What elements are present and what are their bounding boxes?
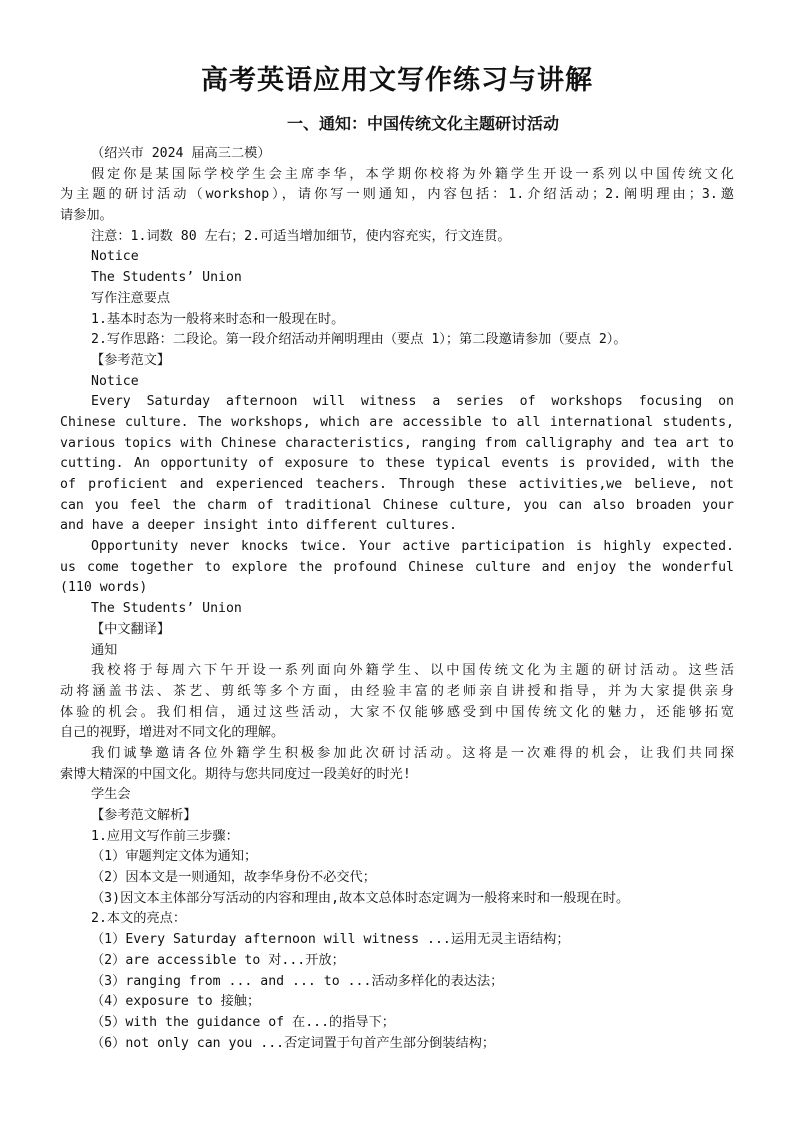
text-line: 自己的视野，增进对不同文化的理解。 [60, 725, 285, 741]
text-line: （2）are accessible to 对...开放； [91, 952, 345, 968]
text-line: 索博大精深的中国文化。期待与您共同度过一段美好的时光! [60, 766, 411, 782]
text-line: Notice [91, 373, 139, 389]
text-line: （3）ranging from ... and ... to ...活动多样化的表达法； [91, 973, 504, 989]
text-line: 1.基本时态为一般将来时态和一般现在时。 [91, 311, 345, 327]
text-line: 学生会 [91, 787, 131, 803]
text-line: 通知 [91, 642, 118, 658]
text-line: 我们诚挚邀请各位外籍学生积极参加此次研讨活动。这将是一次难得的机会，让我们共同探 [91, 745, 734, 761]
text-line: of proficient and experienced teachers. Through these activities,we believe, not [60, 477, 734, 492]
text-line: The Students’ Union [91, 601, 242, 617]
text-line: 1.应用文写作前三步骤： [91, 828, 239, 844]
text-line: 体验的机会。我们相信，通过这些活动，大家不仅能够感受到中国传统文化的魅力，还能够拓宽 [60, 704, 734, 720]
text-line: 2.写作思路：二段论。第一段介绍活动并阐明理由（要点 1）；第二段邀请参加（要点 2）。 [91, 332, 627, 348]
text-line: 为主题的研讨活动（workshop），请你写一则通知，内容包括：1.介绍活动；2.阐明理由；3.邀 [60, 187, 734, 203]
text-line: (110 words) [60, 580, 148, 596]
text-line: Opportunity never knocks twice. Your active participation is highly expected. [91, 539, 734, 555]
section-heading: 一、通知：中国传统文化主题研讨活动 [286, 114, 559, 133]
text-line: and have a deeper insight into different cultures. [60, 518, 457, 534]
text-line: 【参考范文解析】 [91, 808, 197, 823]
text-line: 【中文翻译】 [91, 621, 171, 637]
document-body [60, 144, 734, 1054]
text-line: 假定你是某国际学校学生会主席李华，本学期你校将为外籍学生开设一系列以中国传统文化 [91, 166, 734, 182]
text-line: Every Saturday afternoon will witness a series of workshops focusing on [91, 394, 734, 410]
text-line: 2.本文的亮点： [91, 911, 187, 927]
text-line: （2）因本文是一则通知，故李华身份不必交代； [91, 870, 376, 886]
document-title: 高考英语应用文写作练习与讲解 [201, 65, 593, 96]
text-line: Chinese culture. The workshops, which are accessible to all international students, [60, 414, 734, 430]
text-line: 写作注意要点 [91, 290, 171, 306]
text-line: various topics with Chinese characteristics, ranging from calligraphy and tea art to [60, 435, 734, 451]
text-line: （5）with the guidance of 在...的指导下； [91, 1014, 395, 1030]
text-line: cutting. An opportunity of exposure to these typical events is provided, with the [60, 456, 734, 472]
text-line: 请参加。 [60, 208, 113, 224]
text-line: 注意：1.词数 80 左右；2.可适当增加细节，使内容充实，行文连贯。 [91, 228, 511, 244]
text-line: （3)因文本主体部分写活动的内容和理由,故本文总体时态定调为一般将来时和一般现在时。 [91, 890, 630, 906]
text-line: （6）not only can you ...否定词置于句首产生部分倒装结构； [91, 1035, 496, 1051]
text-line: （1）审题判定文体为通知； [91, 849, 258, 865]
text-line: 我校将于每周六下午开设一系列面向外籍学生、以中国传统文化为主题的研讨活动。这些活 [91, 663, 734, 679]
text-line: 【参考范文】 [91, 352, 171, 368]
text-line: 动将涵盖书法、茶艺、剪纸等多个方面，由经验丰富的老师亲自讲授和指导，并为大家提供亲身 [60, 683, 734, 699]
text-line: The Students’ Union [91, 270, 242, 286]
text-line: （4）exposure to 接触； [91, 994, 261, 1010]
text-line: Notice [91, 249, 139, 265]
text-line: （绍兴市 2024 届高三二模） [91, 146, 271, 161]
text-line: can you feel the charm of traditional Chinese culture, you can also broaden your [60, 497, 734, 513]
text-line: us come together to explore the profound Chinese culture and enjoy the wonderful [60, 559, 734, 575]
text-line: （1）Every Saturday afternoon will witness ...运用无灵主语结构； [91, 932, 570, 948]
